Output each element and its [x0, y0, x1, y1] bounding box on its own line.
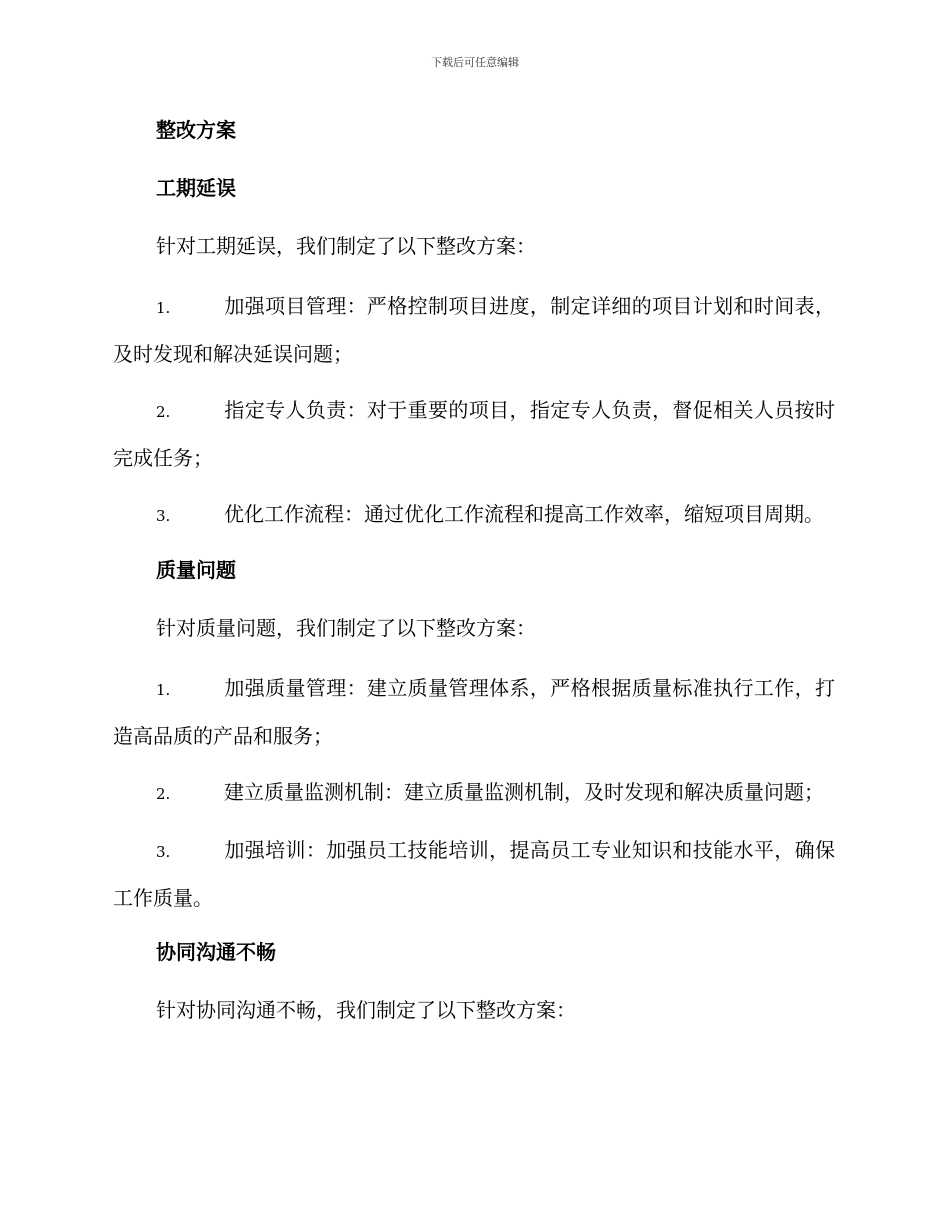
list-item: [113, 283, 835, 377]
page-header-note: 下载后可任意编辑: [431, 56, 519, 69]
list-number: 3.: [156, 507, 171, 525]
section-intro: 针对工期延误，我们制定了以下整改方案：: [156, 234, 536, 258]
section-intro: 针对协同沟通不畅，我们制定了以下整改方案：: [156, 998, 576, 1022]
list-item-text: 加强项目管理：严格控制项目进度，制定详细的项目计划和时间表，及时发现和解决延误问题；: [113, 294, 835, 366]
section-heading: 协同沟通不畅: [156, 940, 276, 964]
section-communication: [113, 931, 835, 1031]
list-item: [113, 387, 835, 481]
section-quality-issues: [113, 549, 835, 921]
list-item-text: 建立质量监测机制：建立质量监测机制，及时发现和解决质量问题；: [224, 780, 824, 804]
list-item: [113, 769, 835, 817]
list-number: 2.: [156, 785, 171, 803]
list-number: 3.: [156, 843, 171, 861]
list-item-text: 指定专人负责：对于重要的项目，指定专人负责，督促相关人员按时完成任务；: [113, 398, 835, 470]
section-schedule-delay: [113, 167, 835, 539]
document-body: [113, 109, 835, 1047]
list-item: [113, 827, 835, 921]
list-number: 1.: [156, 299, 171, 317]
list-item-text: 加强质量管理：建立质量管理体系，严格根据质量标准执行工作，打造高品质的产品和服务；: [113, 676, 835, 748]
section-intro: 针对质量问题，我们制定了以下整改方案：: [156, 616, 536, 640]
section-heading: 工期延误: [156, 176, 236, 200]
document-title: 整改方案: [156, 118, 236, 142]
list-number: 1.: [156, 681, 171, 699]
section-heading: 质量问题: [156, 558, 236, 582]
list-number: 2.: [156, 403, 171, 421]
list-item-text: 优化工作流程：通过优化工作流程和提高工作效率，缩短项目周期。: [224, 502, 824, 526]
list-item: [113, 665, 835, 759]
list-item: [113, 491, 835, 539]
list-item-text: 加强培训：加强员工技能培训，提高员工专业知识和技能水平，确保工作质量。: [113, 838, 835, 910]
